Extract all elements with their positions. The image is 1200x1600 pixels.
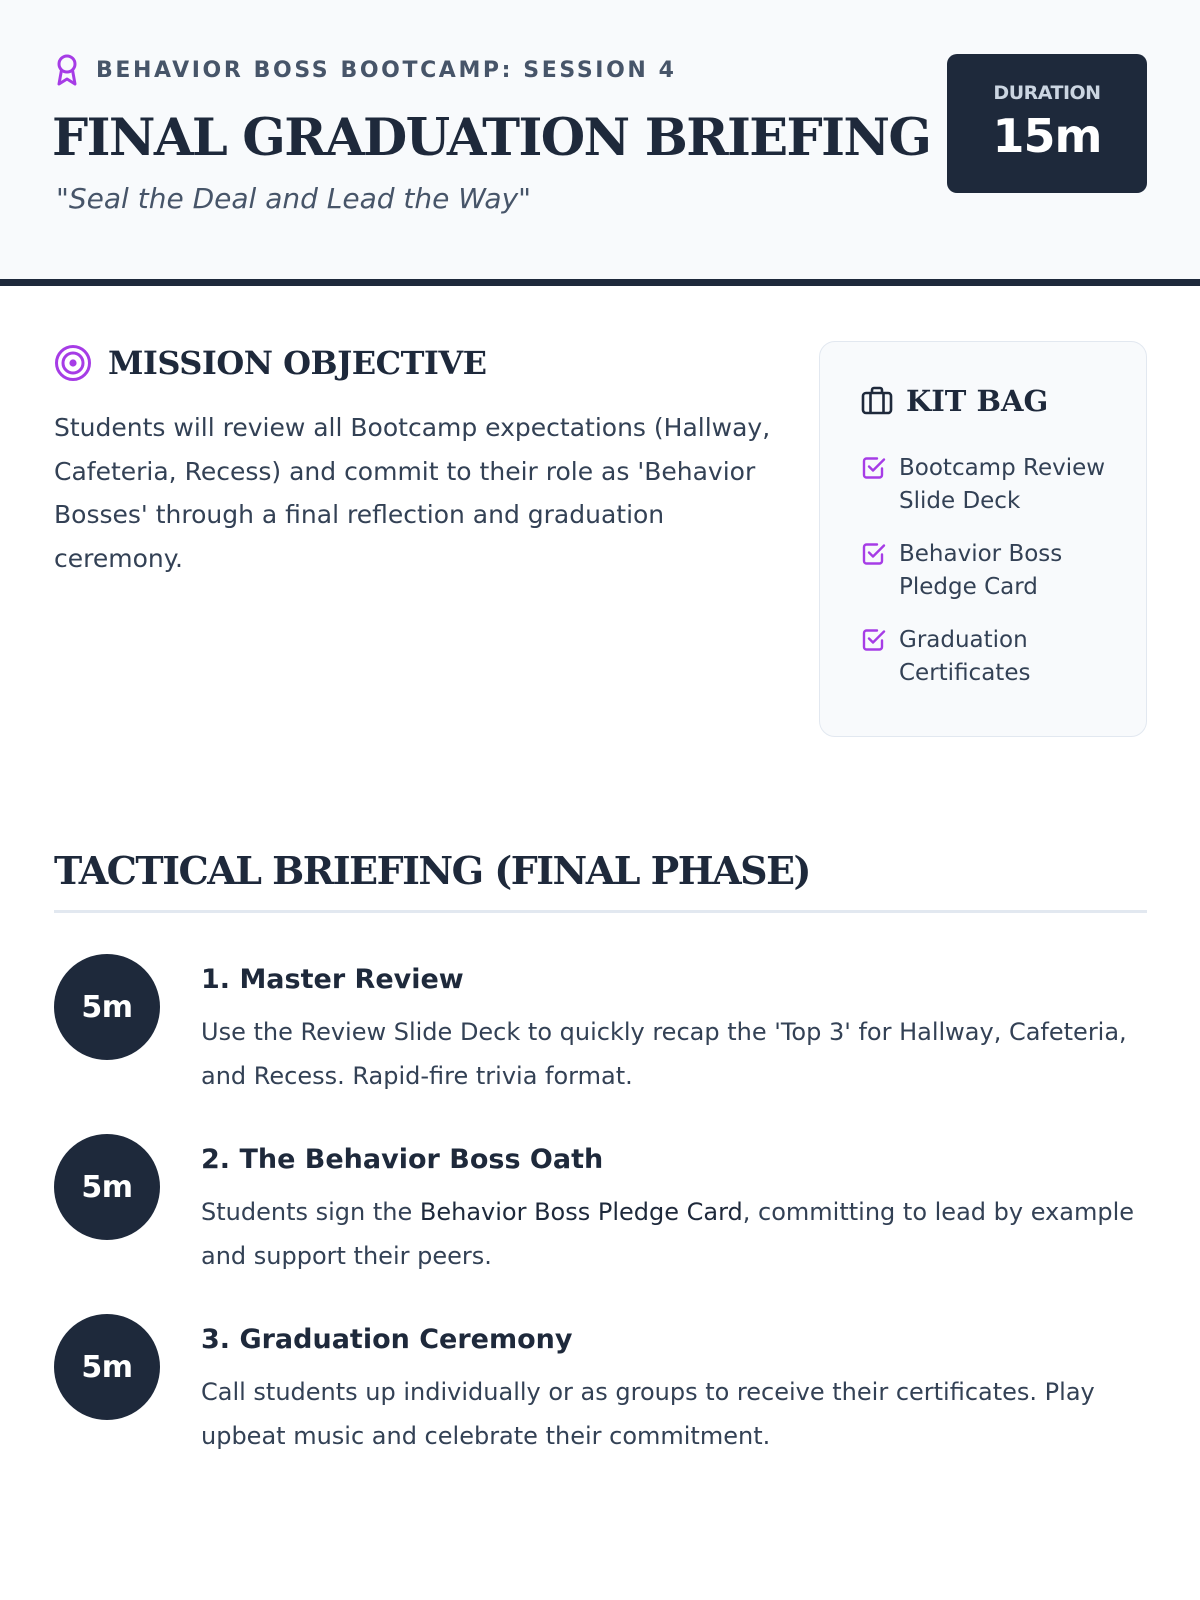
step-description: Call students up individually or as groups to receive their certificates. Play upbeat music and celebrate their commitment.: [201, 1378, 1095, 1450]
pledge-card-emphasis: Behavior Boss Pledge Card: [419, 1198, 743, 1226]
kit-item-label: Graduation Certificates: [899, 627, 1031, 686]
objective-heading: MISSION OBJECTIVE: [108, 344, 487, 382]
duration-value: 15m: [992, 109, 1102, 163]
step-duration-badge: 5m: [54, 1134, 160, 1240]
step-title: 1. Master Review: [201, 964, 464, 995]
step-description: Use the Review Slide Deck to quickly recap the 'Top 3' for Hallway, Cafeteria, and Recess. Rapid-fire trivia format.: [201, 1018, 1127, 1090]
duration-label: DURATION: [993, 82, 1101, 104]
kit-item: [861, 624, 1121, 690]
kit-bag-list: [861, 452, 1121, 710]
kit-bag-card: [819, 341, 1147, 737]
kit-item-label: Behavior Boss Pledge Card: [899, 541, 1063, 600]
page-title: FINAL GRADUATION BRIEFING: [52, 108, 931, 168]
kit-bag-heading-row: [861, 384, 1048, 418]
objective-text: Students will review all Bootcamp expectations (Hallway, Cafeteria, Recess) and commit to their role as 'Behavior Bosses' through a final reflection and graduation ceremony.: [54, 413, 771, 573]
objective-heading-row: [54, 344, 487, 382]
step-title: 2. The Behavior Boss Oath: [201, 1144, 604, 1175]
tactical-heading: TACTICAL BRIEFING (FINAL PHASE): [54, 848, 1147, 913]
session-header: [0, 0, 1200, 286]
step-description-text: Students sign the: [201, 1198, 420, 1226]
briefcase-icon: [861, 386, 893, 416]
step-description: [201, 1190, 1151, 1278]
step-duration-badge: 5m: [54, 1314, 160, 1420]
page-subtitle: "Seal the Deal and Lead the Way": [56, 182, 532, 215]
session-eyebrow: [54, 52, 677, 88]
checkbox-checked-icon: [861, 541, 887, 567]
step-title: 3. Graduation Ceremony: [201, 1324, 573, 1355]
kit-bag-heading: KIT BAG: [906, 384, 1049, 418]
kit-item: [861, 452, 1121, 518]
award-ribbon-icon: [54, 53, 80, 87]
duration-badge: [947, 54, 1147, 193]
kit-item: [861, 538, 1121, 604]
step-description-text: , committing to lead by example and support their peers.: [201, 1198, 1134, 1270]
session-label: BEHAVIOR BOSS BOOTCAMP: SESSION 4: [96, 57, 677, 83]
kit-item-label: Bootcamp Review Slide Deck: [899, 455, 1106, 514]
checkbox-checked-icon: [861, 627, 887, 653]
checkbox-checked-icon: [861, 455, 887, 481]
target-icon: [54, 344, 92, 382]
step-duration-badge: 5m: [54, 954, 160, 1060]
